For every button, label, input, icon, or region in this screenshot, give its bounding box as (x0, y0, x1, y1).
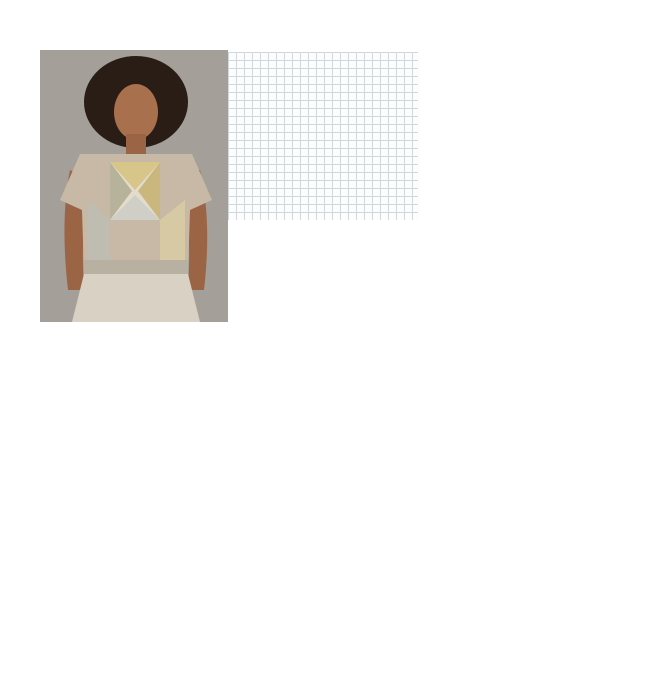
model-illustration (40, 50, 228, 322)
spiral-binding-left (0, 0, 30, 699)
model-photo (40, 50, 228, 322)
title-grid-panel (228, 52, 418, 220)
materials-info (234, 96, 416, 110)
